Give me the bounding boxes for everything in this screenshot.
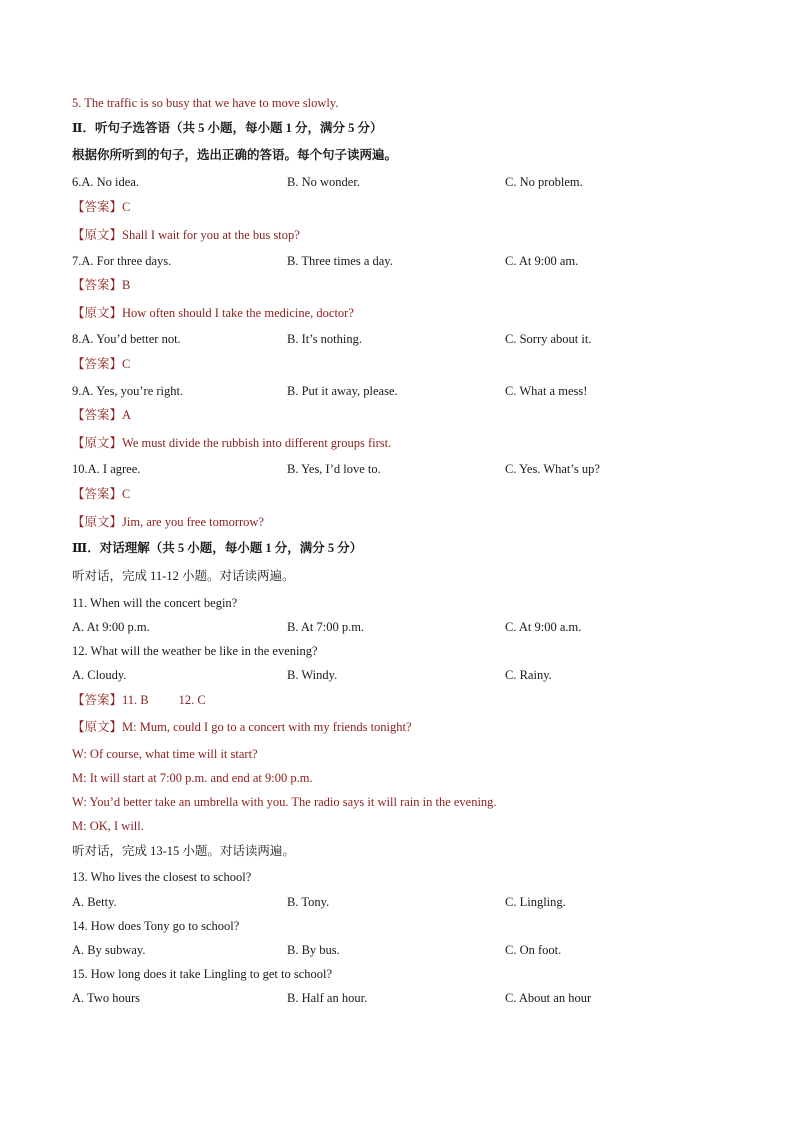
q10-option-a: 10.A. I agree. [72, 462, 141, 476]
answer-label: 【答案】 [72, 200, 123, 214]
intro-answer-line: 5. The traffic is so busy that we have to move slowly. [72, 96, 339, 110]
q8-option-c: C. Sorry about it. [505, 332, 592, 346]
q10-transcript: Jim, are you free tomorrow? [122, 515, 264, 529]
transcript-label: 【原文】 [72, 720, 123, 734]
q15-option-a: A. Two hours [72, 991, 140, 1005]
q12-stem: 12. What will the weather be like in the evening? [72, 644, 318, 658]
q8-answer-line [72, 356, 130, 372]
section2-instruction: 根据你所听到的句子，选出正确的答语。每个句子读两遍。 [72, 148, 398, 162]
q7-option-c: C. At 9:00 am. [505, 254, 579, 268]
answer-label: 【答案】 [72, 693, 123, 707]
q12-option-c: C. Rainy. [505, 668, 552, 682]
q10-answer: C [122, 487, 131, 501]
q11-answer: 11. B [122, 693, 149, 707]
q14-option-b: B. By bus. [287, 943, 340, 957]
q8-option-b: B. It’s nothing. [287, 332, 363, 346]
q9-transcript-line [72, 435, 391, 451]
dialog-line: M: It will start at 7:00 p.m. and end at 9:00 p.m. [72, 771, 313, 785]
q14-option-c: C. On foot. [505, 943, 562, 957]
q10-transcript-line [72, 514, 264, 530]
q11-stem: 11. When will the concert begin? [72, 596, 238, 610]
q12-answer: 12. C [178, 693, 206, 707]
q13-option-c: C. Lingling. [505, 895, 566, 909]
transcript-label: 【原文】 [72, 436, 123, 450]
q15-stem: 15. How long does it take Lingling to get to school? [72, 967, 333, 981]
dialog-line-first: M: Mum, could I go to a concert with my friends tonight? [122, 720, 412, 734]
q12-option-a: A. Cloudy. [72, 668, 127, 682]
q7-option-a: 7.A. For three days. [72, 254, 172, 268]
q6-option-c: C. No problem. [505, 175, 583, 189]
q6-answer: C [122, 200, 131, 214]
transcript-label: 【原文】 [72, 306, 123, 320]
q11-option-c: C. At 9:00 a.m. [505, 620, 582, 634]
section3-instruction-2: 听对话，完成 13-15 小题。对话读两遍。 [72, 844, 295, 858]
q10-answer-line [72, 486, 130, 502]
answer-label: 【答案】 [72, 408, 123, 422]
q9-option-c: C. What a mess! [505, 384, 588, 398]
answer-label: 【答案】 [72, 357, 123, 371]
q6-transcript: Shall I wait for you at the bus stop? [122, 228, 300, 242]
q7-answer: B [122, 278, 131, 292]
q9-answer-line [72, 407, 131, 423]
q7-transcript-line [72, 305, 354, 321]
transcript-label: 【原文】 [72, 228, 123, 242]
q12-option-b: B. Windy. [287, 668, 338, 682]
q11-12-transcript-line [72, 719, 412, 735]
q6-answer-line [72, 199, 130, 215]
transcript-label: 【原文】 [72, 515, 123, 529]
section3-instruction-1: 听对话，完成 11-12 小题。对话读两遍。 [72, 569, 295, 583]
q15-option-b: B. Half an hour. [287, 991, 368, 1005]
q13-stem: 13. Who lives the closest to school? [72, 870, 252, 884]
answer-label: 【答案】 [72, 487, 123, 501]
section2-heading: Ⅱ．听句子选答语（共 5 小题，每小题 1 分，满分 5 分） [72, 121, 383, 135]
q15-option-c: C. About an hour [505, 991, 592, 1005]
q7-option-b: B. Three times a day. [287, 254, 393, 268]
q14-stem: 14. How does Tony go to school? [72, 919, 240, 933]
q11-option-a: A. At 9:00 p.m. [72, 620, 150, 634]
dialog-line: W: You’d better take an umbrella with you. The radio says it will rain in the evening. [72, 795, 497, 809]
dialog-line: M: OK, I will. [72, 819, 144, 833]
q11-option-b: B. At 7:00 p.m. [287, 620, 365, 634]
q9-option-b: B. Put it away, please. [287, 384, 398, 398]
q13-option-b: B. Tony. [287, 895, 330, 909]
q14-option-a: A. By subway. [72, 943, 146, 957]
q11-12-answer-line [72, 692, 206, 708]
q10-option-c: C. Yes. What’s up? [505, 462, 600, 476]
q7-transcript: How often should I take the medicine, doctor? [122, 306, 354, 320]
q8-answer: C [122, 357, 131, 371]
q6-option-b: B. No wonder. [287, 175, 360, 189]
q7-answer-line [72, 277, 130, 293]
answer-label: 【答案】 [72, 278, 123, 292]
q6-transcript-line [72, 227, 300, 243]
q10-option-b: B. Yes, I’d love to. [287, 462, 381, 476]
q13-option-a: A. Betty. [72, 895, 117, 909]
q9-option-a: 9.A. Yes, you’re right. [72, 384, 184, 398]
q9-answer: A [122, 408, 132, 422]
q6-option-a: 6.A. No idea. [72, 175, 139, 189]
q9-transcript: We must divide the rubbish into different groups first. [122, 436, 392, 450]
q8-option-a: 8.A. You’d better not. [72, 332, 181, 346]
dialog-line: W: Of course, what time will it start? [72, 747, 258, 761]
section3-heading: Ⅲ．对话理解（共 5 小题，每小题 1 分，满分 5 分） [72, 541, 363, 555]
